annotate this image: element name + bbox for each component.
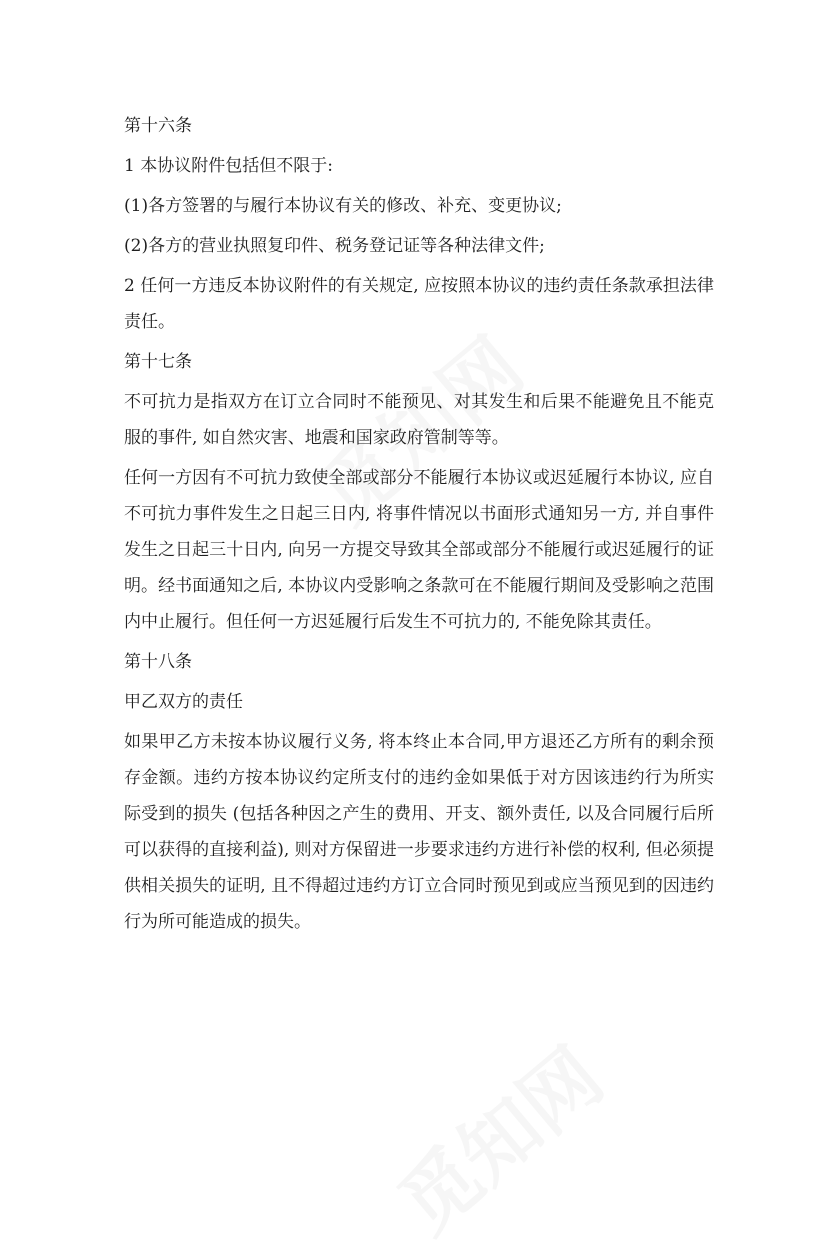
paragraph: 不可抗力是指双方在订立合同时不能预见、对其发生和后果不能避免且不能克服的事件, 如自然灾害、地震和国家政府管制等等。 (124, 392, 714, 448)
section-subheading: 甲乙双方的责任 (124, 692, 243, 712)
document-body (124, 108, 714, 944)
article-heading-17: 第十七条 (124, 352, 192, 372)
paragraph: (1)各方签署的与履行本协议有关的修改、补充、变更协议; (124, 196, 562, 216)
paragraph: 如果甲乙方未按本协议履行义务, 将本终止本合同,甲方退还乙方所有的剩余预存金额。违约方按本协议约定所支付的违约金如果低于对方因该违约行为所实际受到的损失 (包括各种因之产生的费用、开支、额外责任, 以及合同履行后所可以获得的直接利益), 则对方保留进一步要求违约方进行补偿的权利, 但必须提供相关损失的证明, 且不得超过违约方订立合同时预见到或应当预见到的因违约行为所可能造成的损失。 (124, 732, 714, 932)
article-heading-18: 第十八条 (124, 652, 192, 672)
paragraph: 任何一方因有不可抗力致使全部或部分不能履行本协议或迟延履行本协议, 应自不可抗力事件发生之日起三日内, 将事件情况以书面形式通知另一方, 并自事件发生之日起三十日内, 向另一方提交导致其全部或部分不能履行或迟延履行的证明。经书面通知之后, 本协议内受影响之条款可在不能履行期间及受影响之范围内中止履行。但任何一方迟延履行后发生不可抗力的, 不能免除其责任。 (124, 468, 714, 632)
paragraph: (2)各方的营业执照复印件、税务登记证等各种法律文件; (124, 236, 545, 256)
paragraph: 1 本协议附件包括但不限于: (124, 156, 333, 176)
article-heading-16: 第十六条 (124, 116, 192, 136)
watermark (371, 1018, 622, 1254)
paragraph: 2 任何一方违反本协议附件的有关规定, 应按照本协议的违约责任条款承担法律责任。 (124, 276, 714, 332)
